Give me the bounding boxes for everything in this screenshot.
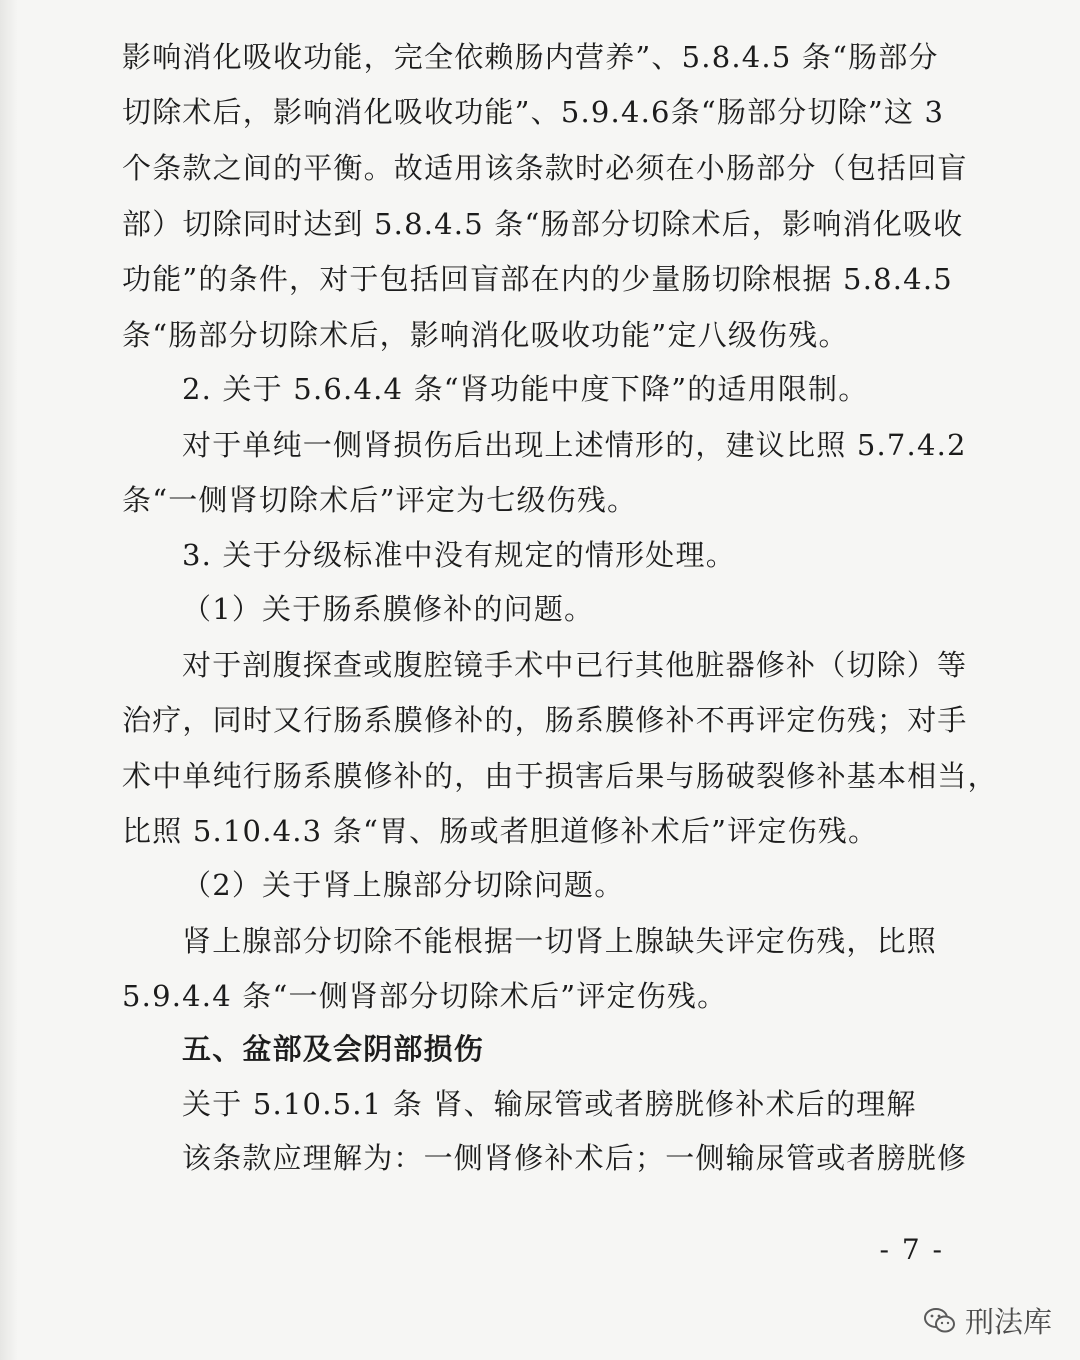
text-line: 条“肠部分切除术后，影响消化吸收功能”定八级伤残。 — [122, 318, 849, 352]
text-line: 比照 5.10.4.3 条“胃、肠或者胆道修补术后”评定伤残。 — [122, 814, 879, 848]
text-line: 切除术后，影响消化吸收功能”、5.9.4.6条“肠部分切除”这 3 — [122, 95, 945, 129]
text-line: 肾上腺部分切除不能根据一切肾上腺缺失评定伤残，比照 — [182, 924, 938, 958]
subsection-heading: （1）关于肠系膜修补的问题。 — [182, 592, 595, 626]
wechat-icon — [923, 1306, 957, 1336]
text-line: 该条款应理解为：一侧肾修补术后；一侧输尿管或者膀胱修 — [182, 1141, 968, 1175]
text-line: 个条款之间的平衡。故适用该条款时必须在小肠部分（包括回盲 — [122, 151, 968, 185]
section-heading: 五、盆部及会阴部损伤 — [182, 1032, 485, 1066]
text-line: 对于剖腹探查或腹腔镜手术中已行其他脏器修补（切除）等 — [182, 648, 968, 682]
watermark-text: 刑法库 — [964, 1305, 1052, 1339]
text-line: 治疗，同时又行肠系膜修补的，肠系膜修补不再评定伤残；对手 — [122, 703, 968, 737]
page-number: - 7 - — [879, 1233, 944, 1266]
text-line: 5.9.4.4 条“一侧肾部分切除术后”评定伤残。 — [122, 979, 728, 1013]
text-line: 部）切除同时达到 5.8.4.5 条“肠部分切除术后，影响消化吸收 — [122, 207, 964, 241]
text-line: 关于 5.10.5.1 条 肾、输尿管或者膀胱修补术后的理解 — [182, 1087, 917, 1121]
page-edge-shadow — [0, 0, 18, 1360]
text-line: 对于单纯一侧肾损伤后出现上述情形的，建议比照 5.7.4.2 — [182, 428, 967, 462]
text-line: 条“一侧肾切除术后”评定为七级伤残。 — [122, 483, 638, 517]
watermark — [923, 1300, 1052, 1341]
text-line: 功能”的条件，对于包括回盲部在内的少量肠切除根据 5.8.4.5 — [122, 262, 953, 296]
subsection-heading: （2）关于肾上腺部分切除问题。 — [182, 868, 625, 902]
text-line: 影响消化吸收功能，完全依赖肠内营养”、5.8.4.5 条“肠部分 — [122, 40, 939, 74]
section-subheading: 2. 关于 5.6.4.4 条“肾功能中度下降”的适用限制。 — [182, 372, 869, 406]
section-subheading: 3. 关于分级标准中没有规定的情形处理。 — [182, 538, 736, 572]
text-line: 术中单纯行肠系膜修补的，由于损害后果与肠破裂修补基本相当， — [122, 759, 998, 793]
